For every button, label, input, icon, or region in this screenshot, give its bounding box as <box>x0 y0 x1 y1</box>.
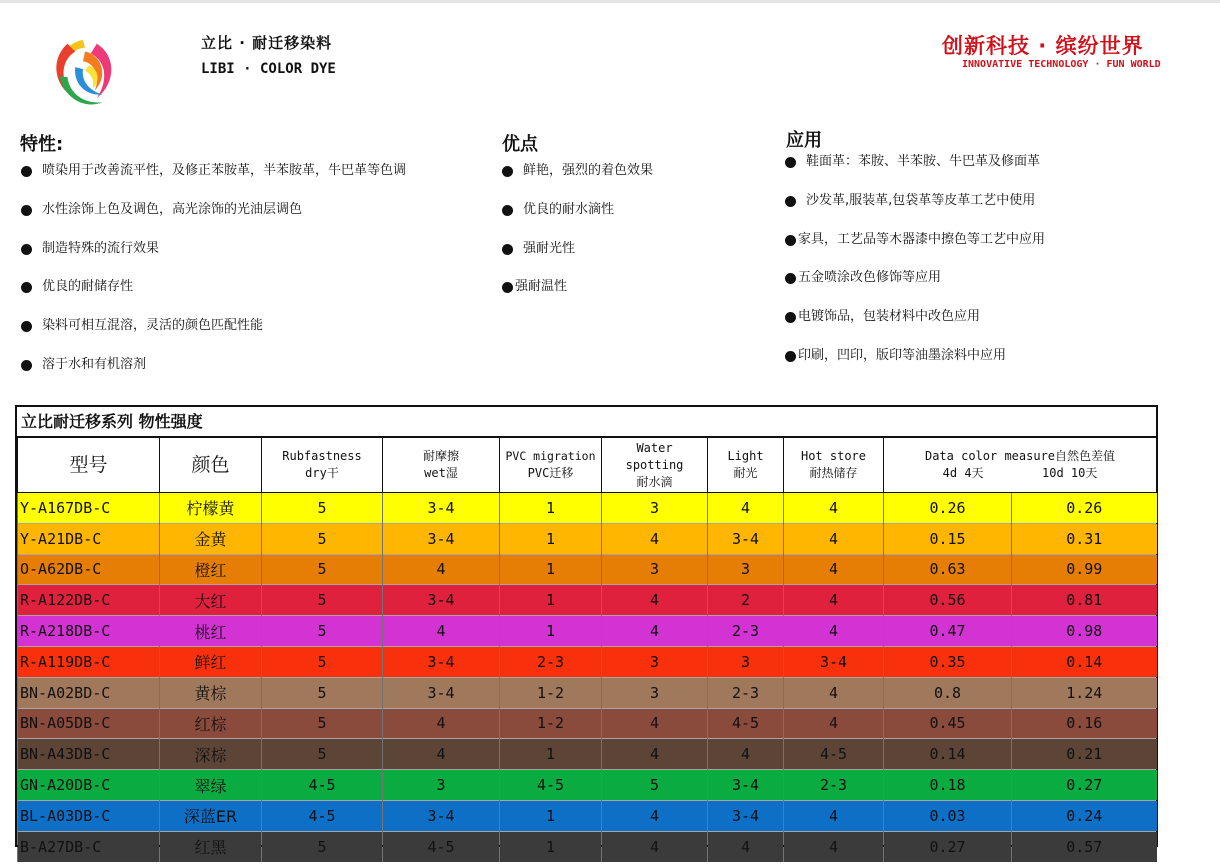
header-wet-en: wet湿 <box>424 466 458 480</box>
header-rub-cn: dry干 <box>305 466 339 480</box>
rub-wet-cell: 3-4 <box>383 523 500 554</box>
advantages-list <box>501 161 653 316</box>
advantages-item: 强耐温性 <box>501 277 653 316</box>
advantages-item: 强耐光性 <box>501 239 653 278</box>
water-cell: 5 <box>602 770 708 801</box>
model-cell: O-A62DB-C <box>18 554 160 585</box>
color-diff-4d-cell: 0.03 <box>884 800 1012 831</box>
pvc-cell: 1-2 <box>500 677 602 708</box>
light-cell: 3-4 <box>708 800 784 831</box>
water-cell: 4 <box>602 831 708 861</box>
color-name-cell: 柠檬黄 <box>160 493 262 524</box>
model-cell: GN-A20DB-C <box>18 770 160 801</box>
light-cell: 4 <box>708 493 784 524</box>
rub-wet-cell: 3-4 <box>383 585 500 616</box>
color-name-cell: 金黄 <box>160 523 262 554</box>
header-wet-cn: 耐摩擦 <box>422 449 459 463</box>
header-hot-cn: 耐热储存 <box>809 466 858 480</box>
pvc-cell: 1 <box>500 523 602 554</box>
model-cell: BL-A03DB-C <box>18 800 160 831</box>
color-name-cell: 黄棕 <box>160 677 262 708</box>
color-name-cell: 深蓝ER <box>160 800 262 831</box>
header-water-spotting <box>602 438 708 493</box>
rub-dry-cell: 5 <box>262 708 383 739</box>
applications-list <box>784 152 1045 385</box>
hot-store-cell: 4 <box>784 616 884 647</box>
light-cell: 4 <box>708 739 784 770</box>
features-title: 特性: <box>20 134 64 155</box>
model-cell: BN-A43DB-C <box>18 739 160 770</box>
model-cell: B-A27DB-C <box>18 831 160 861</box>
hot-store-cell: 4 <box>784 708 884 739</box>
color-name-cell: 大红 <box>160 585 262 616</box>
header-water-en2: spotting <box>625 457 684 472</box>
color-diff-4d-cell: 0.15 <box>884 523 1012 554</box>
top-divider <box>0 0 1220 3</box>
color-diff-4d-cell: 0.35 <box>884 646 1012 677</box>
color-diff-10d-cell: 0.16 <box>1012 708 1157 739</box>
color-name-cell: 红黑 <box>160 831 262 861</box>
applications-item: 沙发革,服装革,包袋革等皮革工艺中使用 <box>784 191 1045 230</box>
hot-store-cell: 2-3 <box>784 770 884 801</box>
features-list <box>20 161 406 394</box>
color-diff-10d-cell: 0.99 <box>1012 554 1157 585</box>
pvc-cell: 1 <box>500 831 602 861</box>
color-diff-4d-cell: 0.26 <box>884 493 1012 524</box>
model-cell: BN-A02BD-C <box>18 677 160 708</box>
rub-dry-cell: 5 <box>262 523 383 554</box>
hot-store-cell: 4 <box>784 800 884 831</box>
color-name-cell: 深棕 <box>160 739 262 770</box>
table-row <box>18 554 1157 585</box>
water-cell: 3 <box>602 554 708 585</box>
color-diff-10d-cell: 0.26 <box>1012 493 1157 524</box>
hot-store-cell: 3-4 <box>784 646 884 677</box>
header-light-cn: 耐光 <box>733 466 758 480</box>
color-diff-10d-cell: 0.24 <box>1012 800 1157 831</box>
applications-item: 家具，工艺品等木器漆中擦色等工艺中应用 <box>784 230 1045 269</box>
table-row <box>18 708 1157 739</box>
light-cell: 3 <box>708 646 784 677</box>
color-diff-4d-cell: 0.27 <box>884 831 1012 861</box>
hot-store-cell: 4-5 <box>784 739 884 770</box>
header-data-4d: 4d 4天 <box>942 466 984 480</box>
features-item: 水性涂饰上色及调色，高光涂饰的光油层调色 <box>20 200 406 239</box>
features-item: 染料可相互混溶，灵活的颜色匹配性能 <box>20 316 406 355</box>
table-row <box>18 523 1157 554</box>
header-data-color-measure <box>884 438 1157 493</box>
header-pvc-cn: PVC迁移 <box>527 466 574 480</box>
pvc-cell: 1 <box>500 739 602 770</box>
color-diff-10d-cell: 0.81 <box>1012 585 1157 616</box>
header-water-cn: 耐水滴 <box>636 474 673 489</box>
rub-wet-cell: 4 <box>383 554 500 585</box>
rub-dry-cell: 5 <box>262 554 383 585</box>
light-cell: 3-4 <box>708 523 784 554</box>
color-diff-10d-cell: 0.27 <box>1012 770 1157 801</box>
rub-dry-cell: 5 <box>262 646 383 677</box>
color-diff-10d-cell: 0.31 <box>1012 523 1157 554</box>
brand-chinese-name: 立比 · 耐迁移染料 <box>201 34 333 52</box>
pvc-cell: 1-2 <box>500 708 602 739</box>
slogan-english: INNOVATIVE TECHNOLOGY · FUN WORLD <box>962 59 1161 70</box>
pvc-cell: 1 <box>500 493 602 524</box>
color-diff-4d-cell: 0.45 <box>884 708 1012 739</box>
model-cell: R-A122DB-C <box>18 585 160 616</box>
table-header-row <box>18 438 1157 493</box>
applications-title: 应用 <box>786 130 822 151</box>
table-row <box>18 770 1157 801</box>
features-item: 喷染用于改善流平性，及修正苯胺革，半苯胺革，牛巴革等色调 <box>20 161 406 200</box>
rub-wet-cell: 4-5 <box>383 831 500 861</box>
color-diff-10d-cell: 0.98 <box>1012 616 1157 647</box>
table-row <box>18 800 1157 831</box>
table-row <box>18 493 1157 524</box>
color-name-cell: 翠绿 <box>160 770 262 801</box>
header-light-en: Light <box>727 449 764 463</box>
features-item: 溶于水和有机溶剂 <box>20 355 406 394</box>
water-cell: 4 <box>602 585 708 616</box>
applications-item: 鞋面革：苯胺、半苯胺、牛巴革及修面革 <box>784 152 1045 191</box>
color-diff-4d-cell: 0.8 <box>884 677 1012 708</box>
rub-wet-cell: 4 <box>383 708 500 739</box>
rub-dry-cell: 5 <box>262 616 383 647</box>
color-diff-4d-cell: 0.63 <box>884 554 1012 585</box>
pvc-cell: 4-5 <box>500 770 602 801</box>
rub-wet-cell: 4 <box>383 739 500 770</box>
rub-wet-cell: 3-4 <box>383 677 500 708</box>
applications-item: 五金喷涂改色修饰等应用 <box>784 268 1045 307</box>
rub-dry-cell: 5 <box>262 585 383 616</box>
light-cell: 4 <box>708 831 784 861</box>
header-hot-en: Hot store <box>800 449 867 463</box>
header-light <box>708 438 784 493</box>
advantages-item: 鲜艳，强烈的着色效果 <box>501 161 653 200</box>
color-name-cell: 橙红 <box>160 554 262 585</box>
features-item: 制造特殊的流行效果 <box>20 239 406 278</box>
header-rubfastness-dry <box>262 438 383 493</box>
color-diff-10d-cell: 1.24 <box>1012 677 1157 708</box>
header-hot-store <box>784 438 884 493</box>
rub-dry-cell: 5 <box>262 739 383 770</box>
pvc-cell: 1 <box>500 554 602 585</box>
model-cell: Y-A167DB-C <box>18 493 160 524</box>
color-name-cell: 红棕 <box>160 708 262 739</box>
rub-wet-cell: 3-4 <box>383 800 500 831</box>
table-title: 立比耐迁移系列 物性强度 <box>17 407 1156 437</box>
rub-wet-cell: 3-4 <box>383 646 500 677</box>
header-pvc-en: PVC migration <box>505 449 596 463</box>
color-diff-4d-cell: 0.56 <box>884 585 1012 616</box>
header-rubfastness-wet <box>383 438 500 493</box>
hot-store-cell: 4 <box>784 493 884 524</box>
rub-wet-cell: 3-4 <box>383 493 500 524</box>
rub-dry-cell: 4-5 <box>262 770 383 801</box>
features-item: 优良的耐储存性 <box>20 277 406 316</box>
light-cell: 3-4 <box>708 770 784 801</box>
light-cell: 2 <box>708 585 784 616</box>
table-row <box>18 616 1157 647</box>
table-row <box>18 677 1157 708</box>
color-diff-10d-cell: 0.21 <box>1012 739 1157 770</box>
pvc-cell: 1 <box>500 616 602 647</box>
advantages-title: 优点 <box>502 134 538 155</box>
water-cell: 3 <box>602 493 708 524</box>
color-name-cell: 鲜红 <box>160 646 262 677</box>
color-diff-4d-cell: 0.14 <box>884 739 1012 770</box>
hot-store-cell: 4 <box>784 554 884 585</box>
color-diff-4d-cell: 0.18 <box>884 770 1012 801</box>
pvc-cell: 2-3 <box>500 646 602 677</box>
color-name-cell: 桃红 <box>160 616 262 647</box>
color-diff-10d-cell: 0.14 <box>1012 646 1157 677</box>
header-model: 型号 <box>18 438 160 493</box>
water-cell: 4 <box>602 616 708 647</box>
light-cell: 3 <box>708 554 784 585</box>
hot-store-cell: 4 <box>784 523 884 554</box>
advantages-item: 优良的耐水滴性 <box>501 200 653 239</box>
table-row <box>18 739 1157 770</box>
rub-wet-cell: 4 <box>383 616 500 647</box>
properties-table <box>15 405 1158 858</box>
model-cell: Y-A21DB-C <box>18 523 160 554</box>
rub-dry-cell: 5 <box>262 831 383 861</box>
light-cell: 2-3 <box>708 616 784 647</box>
water-cell: 4 <box>602 739 708 770</box>
header-data-days <box>886 465 1154 482</box>
light-cell: 4-5 <box>708 708 784 739</box>
hot-store-cell: 4 <box>784 585 884 616</box>
hot-store-cell: 4 <box>784 677 884 708</box>
water-cell: 4 <box>602 800 708 831</box>
libi-logo-icon <box>46 34 124 112</box>
applications-item: 电镀饰品，包装材料中改色应用 <box>784 307 1045 346</box>
light-cell: 2-3 <box>708 677 784 708</box>
table-row <box>18 831 1157 861</box>
table-row <box>18 646 1157 677</box>
header-color: 颜色 <box>160 438 262 493</box>
table-row <box>18 585 1157 616</box>
pvc-cell: 1 <box>500 585 602 616</box>
rub-dry-cell: 4-5 <box>262 800 383 831</box>
header-pvc-migration <box>500 438 602 493</box>
water-cell: 3 <box>602 646 708 677</box>
properties-grid <box>17 437 1157 862</box>
header-water-en1: Water <box>636 440 673 455</box>
applications-item: 印刷，凹印，版印等油墨涂料中应用 <box>784 346 1045 385</box>
header-data-en: Data color measure自然色差值 <box>924 449 1116 463</box>
pvc-cell: 1 <box>500 800 602 831</box>
header-data-10d: 10d 10天 <box>1042 466 1098 480</box>
color-diff-10d-cell: 0.57 <box>1012 831 1157 861</box>
model-cell: R-A119DB-C <box>18 646 160 677</box>
water-cell: 3 <box>602 677 708 708</box>
header-rub-en: Rubfastness <box>282 449 362 463</box>
rub-dry-cell: 5 <box>262 677 383 708</box>
hot-store-cell: 4 <box>784 831 884 861</box>
color-diff-4d-cell: 0.47 <box>884 616 1012 647</box>
water-cell: 4 <box>602 523 708 554</box>
slogan-chinese: 创新科技 · 缤纷世界 <box>942 34 1144 58</box>
rub-dry-cell: 5 <box>262 493 383 524</box>
water-cell: 4 <box>602 708 708 739</box>
model-cell: R-A218DB-C <box>18 616 160 647</box>
rub-wet-cell: 3 <box>383 770 500 801</box>
model-cell: BN-A05DB-C <box>18 708 160 739</box>
brand-english-name: LIBI · COLOR DYE <box>201 61 336 77</box>
